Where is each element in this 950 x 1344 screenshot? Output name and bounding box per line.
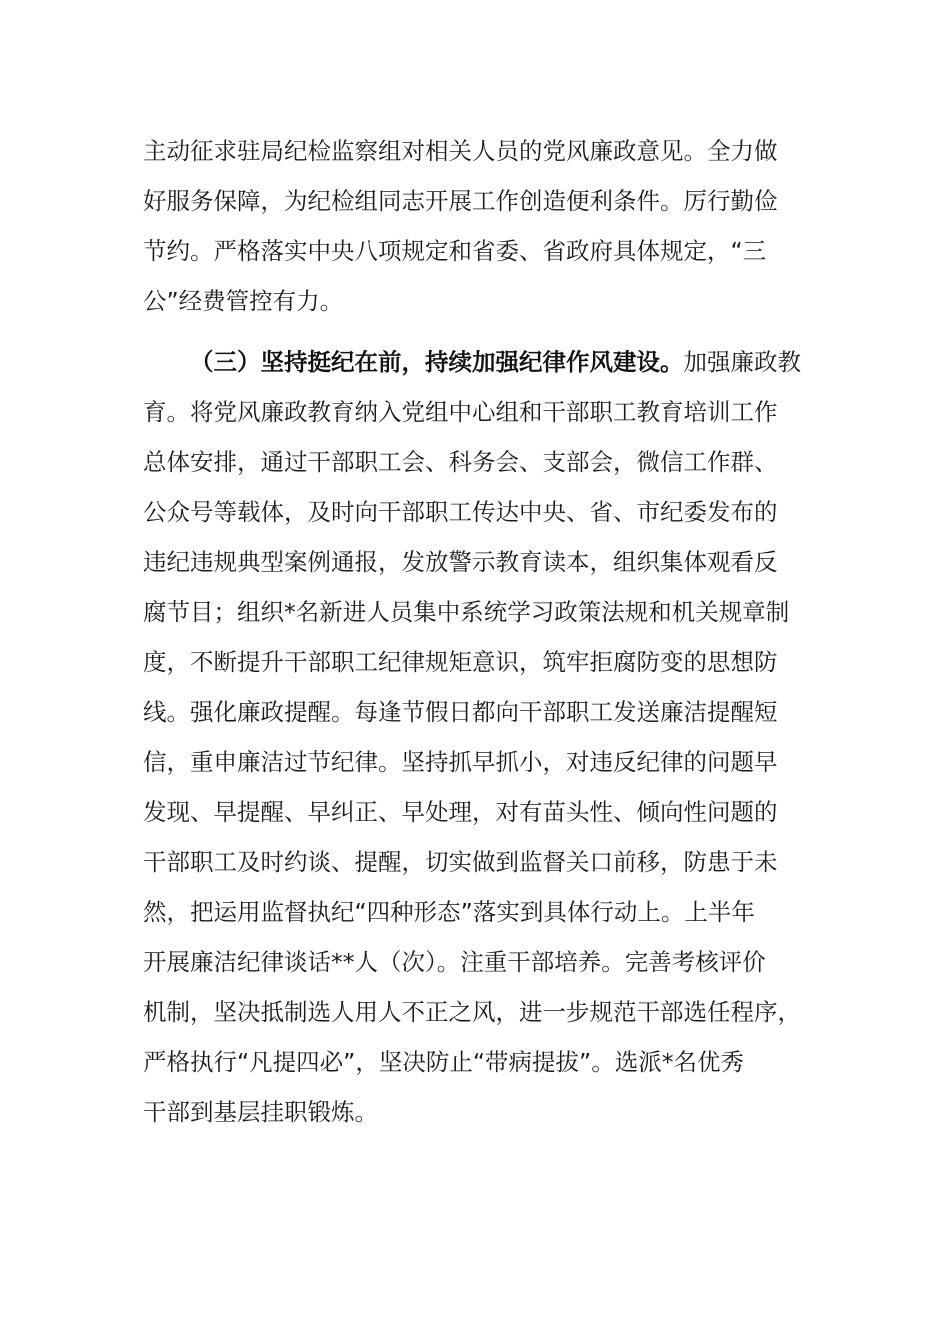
paragraph-line: 腐节目；组织*名新进人员集中系统学习政策法规和机关规章制	[143, 598, 790, 626]
paragraph-line: 严格执行“凡提四必”，坚决防止“带病提拔”。选派*名优秀	[143, 1048, 744, 1076]
section-heading-rest: 加强廉政教	[683, 348, 801, 376]
paragraph-line: 主动征求驻局纪检监察组对相关人员的党风廉政意见。全力做	[143, 137, 778, 165]
paragraph-line: 节约。严格落实中央八项规定和省委、省政府具体规定，“三	[143, 237, 767, 265]
paragraph-line: 干部到基层挂职锻炼。	[143, 1098, 378, 1126]
paragraph-line: 违纪违规典型案例通报，发放警示教育读本，组织集体观看反	[143, 548, 778, 576]
paragraph-line: 公众号等载体，及时向干部职工传达中央、省、市纪委发布的	[143, 498, 778, 526]
paragraph-line: 开展廉洁纪律谈话**人（次）。注重干部培养。完善考核评价	[143, 948, 766, 976]
paragraph-line: 育。将党风廉政教育纳入党组中心组和干部职工教育培训工作	[143, 398, 778, 426]
paragraph-line: 机制，坚决抵制选人用人不正之风，进一步规范干部选任程序，	[143, 998, 801, 1026]
paragraph-line: 然，把运用监督执纪“四种形态”落实到具体行动上。上半年	[143, 898, 755, 926]
paragraph-line: 发现、早提醒、早纠正、早处理，对有苗头性、倾向性问题的	[143, 798, 778, 826]
paragraph-line: 总体安排，通过干部职工会、科务会、支部会，微信工作群、	[143, 448, 778, 476]
paragraph-line: 线。强化廉政提醒。每逢节假日都向干部职工发送廉洁提醒短	[143, 698, 778, 726]
section-heading-line	[143, 342, 870, 382]
paragraph-line: 公”经费管控有力。	[143, 287, 344, 315]
paragraph-line: 信，重申廉洁过节纪律。坚持抓早抓小，对违反纪律的问题早	[143, 748, 778, 776]
paragraph-line: 好服务保障，为纪检组同志开展工作创造便利条件。厉行勤俭	[143, 187, 778, 215]
section-heading: （三）坚持挺纪在前，持续加强纪律作风建设。	[190, 348, 684, 376]
paragraph-line: 干部职工及时约谈、提醒，切实做到监督关口前移，防患于未	[143, 848, 778, 876]
paragraph-line: 度，不断提升干部职工纪律规矩意识，筑牢拒腐防变的思想防	[143, 648, 778, 676]
